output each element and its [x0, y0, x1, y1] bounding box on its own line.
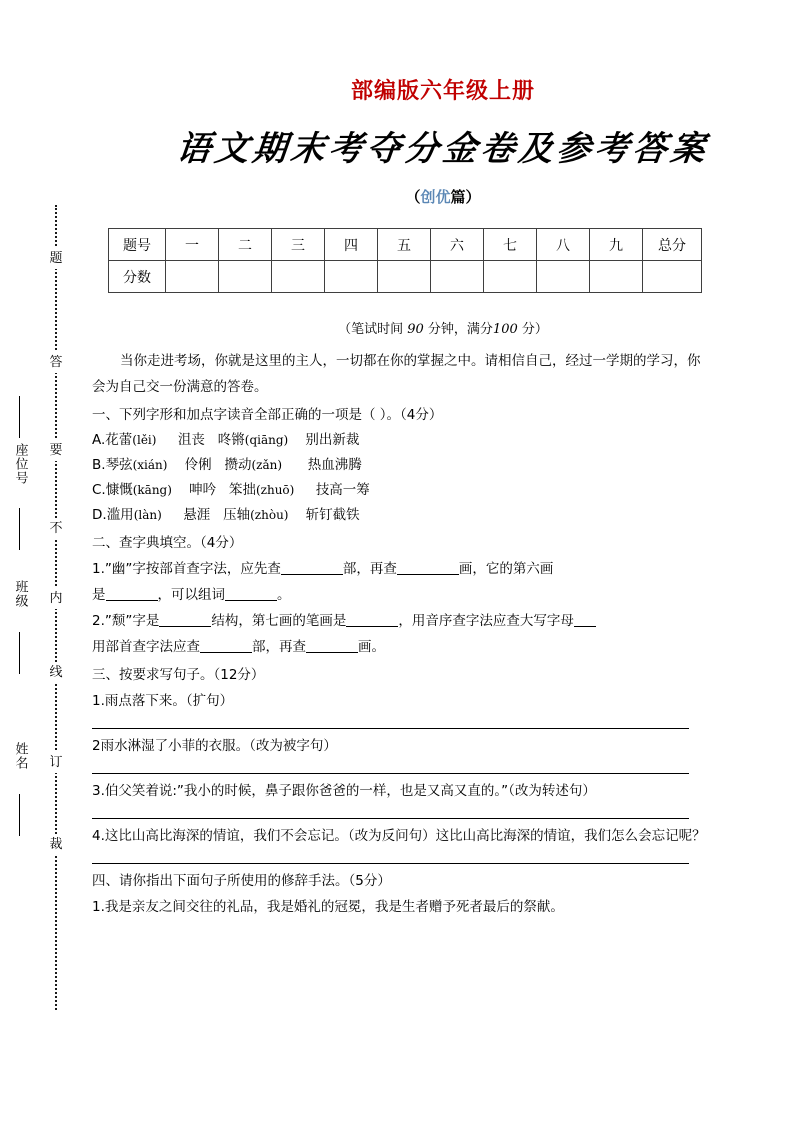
s2-q2-part-d: 用部首查字法应查 [92, 639, 200, 655]
row-header-score: 分数 [109, 261, 166, 293]
section-2-question-1 [92, 556, 712, 582]
column-header-6: 六 [431, 229, 484, 261]
option-b-word-4: 热血沸腾 [307, 457, 362, 473]
option-c-word-2: 呻吟 [189, 482, 217, 498]
option-a-pinyin-3: (qiāng) [244, 433, 289, 447]
score-cell-4[interactable] [325, 261, 378, 293]
exam-full-marks-value: 100 [492, 322, 518, 337]
seal-char-7: 裁 [45, 834, 67, 855]
section-3-item-4: 4.这比山高比海深的情谊，我们不会忘记。（改为反问句）这比山高比海深的情谊，我们怎么会忘记呢？ [92, 828, 706, 844]
intro-paragraph: 当你走进考场，你就是这里的主人，一切都在你的掌握之中。请相信自己，经过一学期的学习，你会为自己交一份满意的答卷。 [92, 353, 701, 395]
section-2-question-2-cont [92, 634, 712, 660]
option-d-pinyin-1: (làn) [133, 508, 162, 522]
section-3-item-3: 3.伯父笑着说:”我小的时候，鼻子跟你爸爸的一样，也是又高又直的。”（改为转述句） [92, 783, 596, 799]
answer-line-2[interactable] [92, 773, 689, 774]
column-header-3: 三 [272, 229, 325, 261]
exam-meta-middle: 分钟，满分 [423, 322, 493, 337]
s2-q1-blank-1[interactable] [281, 561, 343, 575]
field-name-label: 姓名 [12, 742, 28, 770]
field-class[interactable] [8, 580, 32, 608]
s2-q2-part-b: 结构，第七画的笔画是 [211, 613, 347, 629]
document-header [92, 0, 794, 207]
seal-char-1: 答 [45, 352, 67, 373]
subtitle-rest-text: 篇 [450, 188, 466, 206]
s2-q1-blank-3[interactable] [106, 587, 158, 601]
score-table-container [108, 228, 684, 293]
seal-char-0: 题 [45, 248, 67, 269]
subtitle-open-paren: （ [405, 188, 421, 206]
section-4-heading: 四、请你指出下面句子所使用的修辞手法。（5分） [92, 873, 391, 889]
s2-q1-part-b: 部，再查 [342, 561, 397, 577]
s2-q2-part-c: ，用音序查字法应查大写字母 [398, 613, 574, 629]
option-b-pinyin-3: (zǎn) [251, 458, 283, 472]
section-1-heading: 一、下列字形和加点字读音全部正确的一项是（ ）。（4分） [92, 407, 443, 423]
column-header-9: 九 [590, 229, 643, 261]
option-d-letter: D. [92, 507, 107, 523]
answer-line-3[interactable] [92, 818, 689, 819]
option-row-c[interactable] [92, 478, 712, 503]
option-b-pinyin-1: (xián) [132, 458, 168, 472]
s2-q2-part-f: 画。 [358, 639, 385, 655]
subtitle-accent-text: 创优 [420, 188, 451, 206]
option-c-word-1: 慷慨 [105, 482, 133, 498]
sealing-strip [0, 0, 92, 1123]
edition-title: 部编版六年级上册 [350, 79, 535, 104]
score-cell-3[interactable] [272, 261, 325, 293]
score-cell-5[interactable] [378, 261, 431, 293]
score-cell-6[interactable] [431, 261, 484, 293]
name-rule-bottom [19, 794, 20, 836]
exam-body [92, 348, 712, 920]
column-header-5: 五 [378, 229, 431, 261]
s2-q1-part-e: ，可以组词 [157, 587, 225, 603]
section-3-item-1: 1.雨点落下来。（扩句） [92, 693, 234, 709]
option-c-word-4: 技高一筹 [315, 482, 370, 498]
option-d-word-1: 滥用 [106, 507, 134, 523]
exam-meta-line [92, 318, 794, 337]
table-row-question-numbers [109, 229, 702, 261]
column-header-8: 八 [537, 229, 590, 261]
score-cell-1[interactable] [166, 261, 219, 293]
seal-char-2: 要 [45, 440, 67, 461]
s2-q2-blank-1[interactable] [159, 613, 211, 627]
score-cell-2[interactable] [219, 261, 272, 293]
answer-line-1[interactable] [92, 728, 689, 729]
option-row-a[interactable] [92, 428, 712, 453]
option-c-pinyin-3: (zhuō) [255, 483, 295, 497]
seal-char-6: 订 [45, 752, 67, 773]
option-a-word-3: 咚锵 [217, 432, 245, 448]
option-c-word-3: 笨拙 [228, 482, 256, 498]
field-seat-number-label: 座位号 [12, 443, 28, 485]
section-2-heading: 二、查字典填空。（4分） [92, 535, 243, 551]
exam-duration-value: 90 [407, 322, 424, 337]
option-d-word-4: 斩钉截铁 [305, 507, 360, 523]
field-class-label: 班级 [12, 580, 28, 608]
table-row-scores [109, 261, 702, 293]
class-rule-bottom [19, 632, 20, 674]
option-a-word-1: 花蕾 [105, 432, 133, 448]
score-cell-8[interactable] [537, 261, 590, 293]
s2-q1-part-a: 1.”幽”字按部首查字法，应先查 [92, 561, 281, 577]
seal-char-3: 不 [45, 518, 67, 539]
page-title: 语文期末考夺分金卷及参考答案 [174, 129, 711, 169]
option-b-word-1: 琴弦 [105, 457, 133, 473]
score-cell-total[interactable] [643, 261, 702, 293]
s2-q1-part-f: 。 [277, 587, 291, 603]
option-a-word-2: 沮丧 [177, 432, 205, 448]
column-header-total: 总分 [643, 229, 702, 261]
s2-q2-blank-5[interactable] [306, 639, 358, 653]
section-2-question-2 [92, 608, 712, 634]
option-row-b[interactable] [92, 453, 712, 478]
option-d-word-3: 压轴 [223, 507, 251, 523]
seat-number-rule-bottom [19, 508, 20, 550]
seal-char-5: 线 [45, 662, 67, 683]
option-a-letter: A. [92, 432, 106, 448]
exam-meta-prefix: （笔试时间 [338, 322, 408, 337]
option-b-letter: B. [92, 457, 106, 473]
option-row-d[interactable] [92, 503, 712, 528]
s2-q1-blank-2[interactable] [397, 561, 459, 575]
section-3-heading: 三、按要求写句子。（12分） [92, 667, 265, 683]
s2-q2-part-e: 部，再查 [252, 639, 306, 655]
field-name[interactable] [8, 742, 32, 770]
section-4-item-1: 1.我是亲友之间交往的礼品，我是婚礼的冠冕，我是生者赠予死者最后的祭献。 [92, 899, 564, 915]
section-2-question-1-cont [92, 582, 712, 608]
option-a-word-4: 别出新裁 [305, 432, 360, 448]
s2-q1-blank-4[interactable] [225, 587, 277, 601]
s2-q1-part-d: 是 [92, 587, 106, 603]
option-d-word-2: 悬涯 [183, 507, 211, 523]
section-3-item-2: 2雨水淋湿了小菲的衣服。（改为被字句） [92, 738, 337, 754]
subtitle [92, 186, 794, 207]
seal-char-4: 内 [45, 588, 67, 609]
column-header-4: 四 [325, 229, 378, 261]
score-cell-9[interactable] [590, 261, 643, 293]
option-b-word-2: 伶俐 [184, 457, 212, 473]
column-header-2: 二 [219, 229, 272, 261]
option-d-pinyin-3: (zhòu) [250, 508, 289, 522]
score-table [108, 228, 702, 293]
option-b-word-3: 攒动 [224, 457, 252, 473]
subtitle-close-paren: ） [465, 188, 481, 206]
option-c-pinyin-1: (kāng) [132, 483, 172, 497]
field-seat-number[interactable] [8, 443, 32, 485]
seat-number-rule-top [19, 396, 20, 438]
s2-q2-blank-4[interactable] [200, 639, 252, 653]
score-cell-7[interactable] [484, 261, 537, 293]
s2-q1-part-c: 画，它的第六画 [458, 561, 554, 577]
s2-q2-blank-3[interactable] [574, 613, 596, 627]
exam-meta-suffix: 分） [517, 322, 548, 337]
row-header-question-number: 题号 [109, 229, 166, 261]
s2-q2-part-a: 2.”颓”字是 [92, 613, 160, 629]
option-c-letter: C. [92, 482, 106, 498]
column-header-7: 七 [484, 229, 537, 261]
s2-q2-blank-2[interactable] [346, 613, 398, 627]
option-a-pinyin-1: (lěi) [132, 433, 157, 447]
column-header-1: 一 [166, 229, 219, 261]
answer-line-4[interactable] [92, 863, 689, 864]
